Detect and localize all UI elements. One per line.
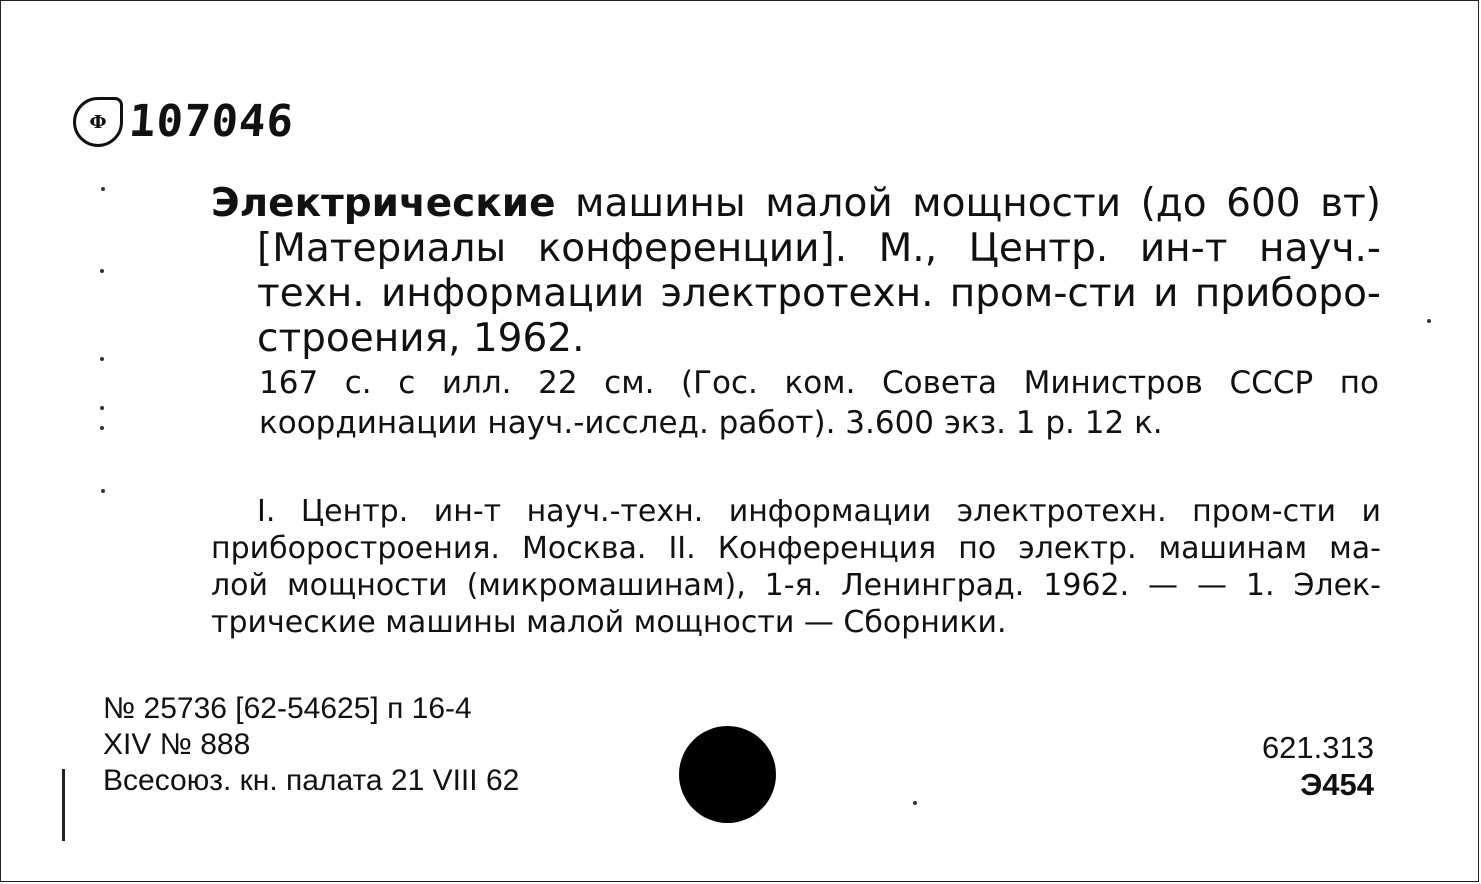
margin-dot xyxy=(100,357,104,361)
tracing-line-1: I. Центр. ин-т науч.-техн. информации электротехн. пром-сти и xyxy=(257,494,1381,529)
physical-line-1: 167 с. с илл. 22 см. (Гос. ком. Совета Министров СССР по xyxy=(259,365,1379,401)
title-line-1-rest: машины малой мощности (до 600 вт) xyxy=(555,181,1381,226)
title-line-1 xyxy=(211,181,1381,226)
title-line-4: строения, 1962. xyxy=(257,316,585,361)
margin-rule xyxy=(62,769,65,841)
tracings xyxy=(211,493,1381,641)
author-mark: Э454 xyxy=(1300,767,1374,802)
registry-volume: XIV № 888 xyxy=(103,728,251,761)
registry-number: № 25736 [62-54625] п 16-4 xyxy=(103,692,472,725)
title-line-2: [Материалы конференции]. М., Центр. ин-т науч.- xyxy=(257,226,1381,271)
card-id xyxy=(73,97,294,147)
classification-codes xyxy=(1262,729,1374,803)
margin-dot xyxy=(101,187,105,191)
physical-description xyxy=(259,363,1379,443)
title-line-3: техн. информации электротехн. пром-сти и приборо- xyxy=(257,271,1381,316)
margin-dot xyxy=(100,269,104,273)
udc-code: 621.313 xyxy=(1261,730,1374,765)
margin-dot xyxy=(913,801,917,805)
margin-dot xyxy=(1427,319,1431,323)
margin-dot xyxy=(100,426,104,430)
card-registry-info xyxy=(103,691,519,799)
tracing-line-2: приборостроения. Москва. II. Конференция по электр. машинам ма- xyxy=(211,531,1381,566)
tracing-line-3: лой мощности (микромашинам), 1-я. Ленинград. 1962. — — 1. Элек- xyxy=(211,568,1381,603)
handwritten-card-number: 107046 xyxy=(127,96,296,147)
tracing-line-4: трические машины малой мощности — Сборники. xyxy=(211,605,1007,640)
punch-hole xyxy=(679,726,776,823)
bibliographic-title xyxy=(211,181,1381,361)
physical-line-2: координации науч.-исслед. работ). 3.600 экз. 1 р. 12 к. xyxy=(259,405,1163,441)
library-stamp: Ф xyxy=(73,97,123,147)
registry-chamber: Всесоюз. кн. палата 21 VIII 62 xyxy=(103,764,520,797)
margin-dot xyxy=(100,406,104,410)
title-heading-word: Электрические xyxy=(211,181,556,226)
margin-dot xyxy=(101,489,105,493)
